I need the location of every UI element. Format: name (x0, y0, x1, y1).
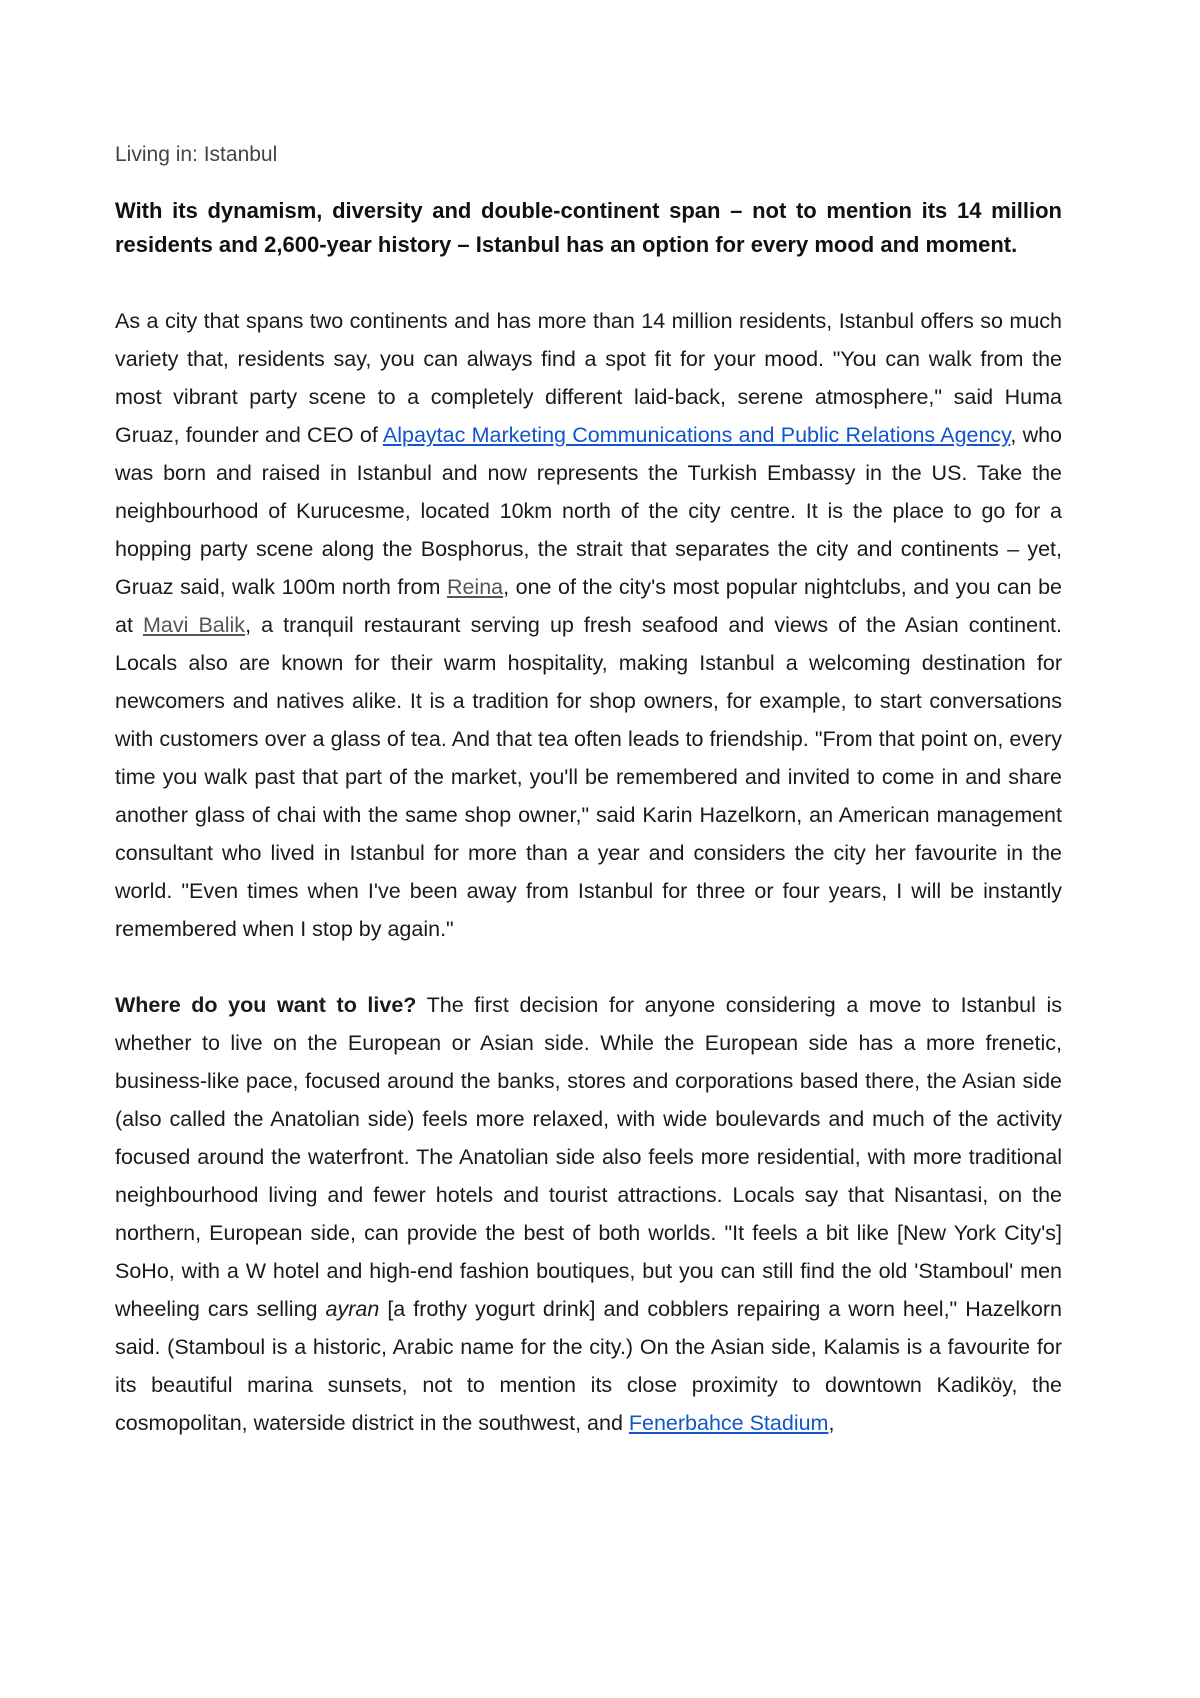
fenerbahce-stadium-link[interactable]: Fenerbahce Stadium (628, 1411, 829, 1435)
ayran-term: ayran (325, 1297, 380, 1321)
reina-link[interactable]: Reina (446, 575, 504, 599)
section-lead-in: Where do you want to live? (115, 993, 417, 1017)
p1-text-3: , one of the city's most popular nightclubs, and you can be at (115, 575, 1062, 637)
document-page (115, 140, 1062, 1480)
body-paragraph-1 (115, 302, 1062, 948)
body-paragraph-2 (115, 986, 1062, 1442)
p2-text-3: , (828, 1411, 835, 1435)
p1-text-2: , who was born and raised in Istanbul and now represents the Turkish Embassy in the US. Take the neighbourhood of Kurucesme, located 10km north of the city centre. It is the place to go for a hopping party scene along the Bosphorus, the strait that separates the city and continents – yet, Gruaz said, walk 100m north from (115, 423, 1063, 599)
alpaytac-agency-link[interactable]: Alpaytac Marketing Communications and Public Relations Agency (382, 423, 1011, 447)
p2-text-2: [a frothy yogurt drink] and cobblers repairing a worn heel," Hazelkorn said. (Stamboul is a historic, Arabic name for the city.) On the Asian side, Kalamis is a favourite for its beautiful marina sunsets, not to mention its close proximity to downtown Kadiköy, the cosmopolitan, waterside district in the southwest, and (115, 1297, 1063, 1435)
p1-text-4: , a tranquil restaurant serving up fresh seafood and views of the Asian continent. Locals also are known for their warm hospitality, making Istanbul a welcoming destination for newcomers and natives alike. It is a tradition for shop owners, for example, to start conversations with customers over a glass of tea. And that tea often leads to friendship. "From that point on, every time you walk past that part of the market, you'll be remembered and invited to come in and share another glass of chai with the same shop owner," said Karin Hazelkorn, an American management consultant who lived in Istanbul for more than a year and considers the city her favourite in the world. "Even times when I've been away from Istanbul for three or four years, I will be instantly remembered when I stop by again." (115, 613, 1062, 941)
mavi-balik-link[interactable]: Mavi Balik (143, 613, 246, 637)
p2-text-1: The first decision for anyone considering a move to Istanbul is whether to live on the European or Asian side. While the European side has a more frenetic, business-like pace, focused around the banks, stores and corporations based there, the Asian side (also called the Anatolian side) feels more relaxed, with wide boulevards and much of the activity focused around the waterfront. The Anatolian side also feels more residential, with more traditional neighbourhood living and fewer hotels and tourist attractions. Locals say that Nisantasi, on the northern, European side, can provide the best of both worlds. "It feels a bit like [New York City's] SoHo, with a W hotel and high-end fashion boutiques, but you can still find the old 'Stamboul' men wheeling cars selling (115, 993, 1062, 1321)
document-title: Living in: Istanbul (115, 143, 278, 166)
lede-paragraph: With its dynamism, diversity and double-continent span – not to mention its 14 million residents and 2,600-year history – Istanbul has an option for every mood and moment. (115, 198, 1062, 257)
p1-text-1: As a city that spans two continents and has more than 14 million residents, Istanbul offers so much variety that, residents say, you can always find a spot fit for your mood. "You can walk from the most vibrant party scene to a completely different laid-back, serene atmosphere," said Huma Gruaz, founder and CEO of (115, 309, 1062, 447)
